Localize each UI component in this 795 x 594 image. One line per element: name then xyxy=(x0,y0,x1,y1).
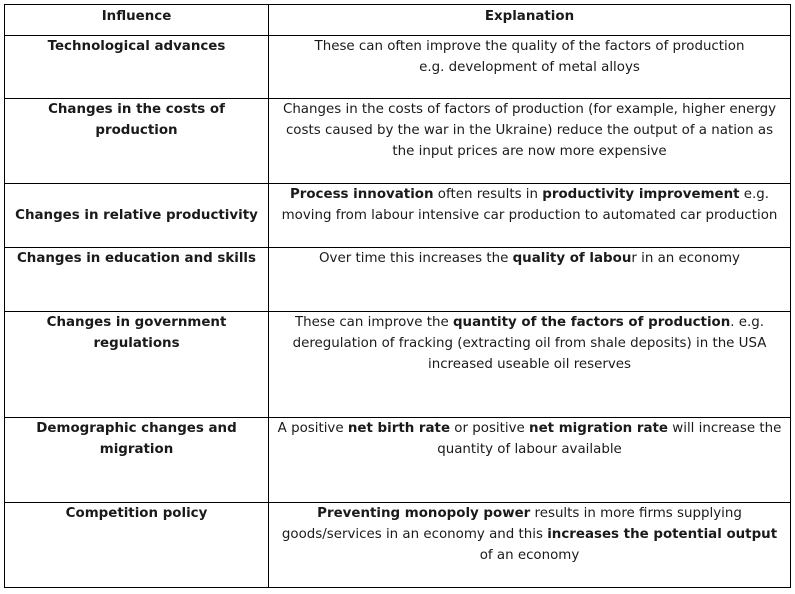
table-row xyxy=(5,503,791,588)
explanation-header: Explanation xyxy=(269,5,791,36)
explanation-bold-text: Preventing monopoly power xyxy=(317,506,531,521)
explanation-cell xyxy=(269,248,791,312)
table-row xyxy=(5,312,791,418)
explanation-text: These can often improve the quality of the factors of production xyxy=(314,39,745,54)
explanation-bold-text: Process innovation xyxy=(289,187,434,202)
influence-cell: Changes in relative productivity xyxy=(5,184,269,248)
table-row xyxy=(5,99,791,184)
explanation-text: often results in xyxy=(433,187,543,202)
explanation-cell xyxy=(269,312,791,418)
explanation-bold-text: net migration rate xyxy=(529,421,669,436)
influence-cell: Technological advances xyxy=(5,36,269,99)
influence-cell: Changes in government regulations xyxy=(5,312,269,418)
explanation-bold-text: quantity of the factors of production xyxy=(452,315,731,330)
influence-cell: Changes in the costs of production xyxy=(5,99,269,184)
table-row xyxy=(5,248,791,312)
explanation-cell xyxy=(269,418,791,503)
explanation-cell xyxy=(269,36,791,99)
explanation-bold-text: quality of labou xyxy=(512,251,632,266)
table-row xyxy=(5,418,791,503)
explanation-text: r in an economy xyxy=(631,251,740,266)
table-row xyxy=(5,36,791,99)
influence-table xyxy=(4,4,791,588)
explanation-text: . e.g. deregulation of fracking (extracting oil from shale deposits) in the USA increased useable oil reserves xyxy=(292,315,767,372)
explanation-text: will increase the quantity of labour available xyxy=(437,421,782,457)
header-row xyxy=(5,5,791,36)
explanation-cell xyxy=(269,99,791,184)
explanation-bold-text: net birth rate xyxy=(347,421,451,436)
explanation-cell xyxy=(269,503,791,588)
influence-cell: Changes in education and skills xyxy=(5,248,269,312)
explanation-text: of an economy xyxy=(479,548,580,563)
explanation-text: or positive xyxy=(450,421,530,436)
explanation-text: e.g. moving from labour intensive car production to automated car production xyxy=(281,187,778,223)
influence-header: Influence xyxy=(5,5,269,36)
explanation-text: e.g. development of metal alloys xyxy=(419,60,640,75)
explanation-text: A positive xyxy=(277,421,348,436)
explanation-bold-text: increases the potential output xyxy=(547,527,778,542)
influence-cell: Demographic changes and migration xyxy=(5,418,269,503)
explanation-text: Over time this increases the xyxy=(319,251,513,266)
influence-cell: Competition policy xyxy=(5,503,269,588)
explanation-text: Changes in the costs of factors of production (for example, higher energy costs caused by the war in the Ukraine) reduce the output of a nation as the input prices are now more expensive xyxy=(282,102,777,159)
explanation-bold-text: productivity improvement xyxy=(542,187,740,202)
explanation-text: These can improve the xyxy=(294,315,453,330)
explanation-cell xyxy=(269,184,791,248)
table-row xyxy=(5,184,791,248)
explanation-text: results in more firms supplying goods/services in an economy and this xyxy=(281,506,742,542)
